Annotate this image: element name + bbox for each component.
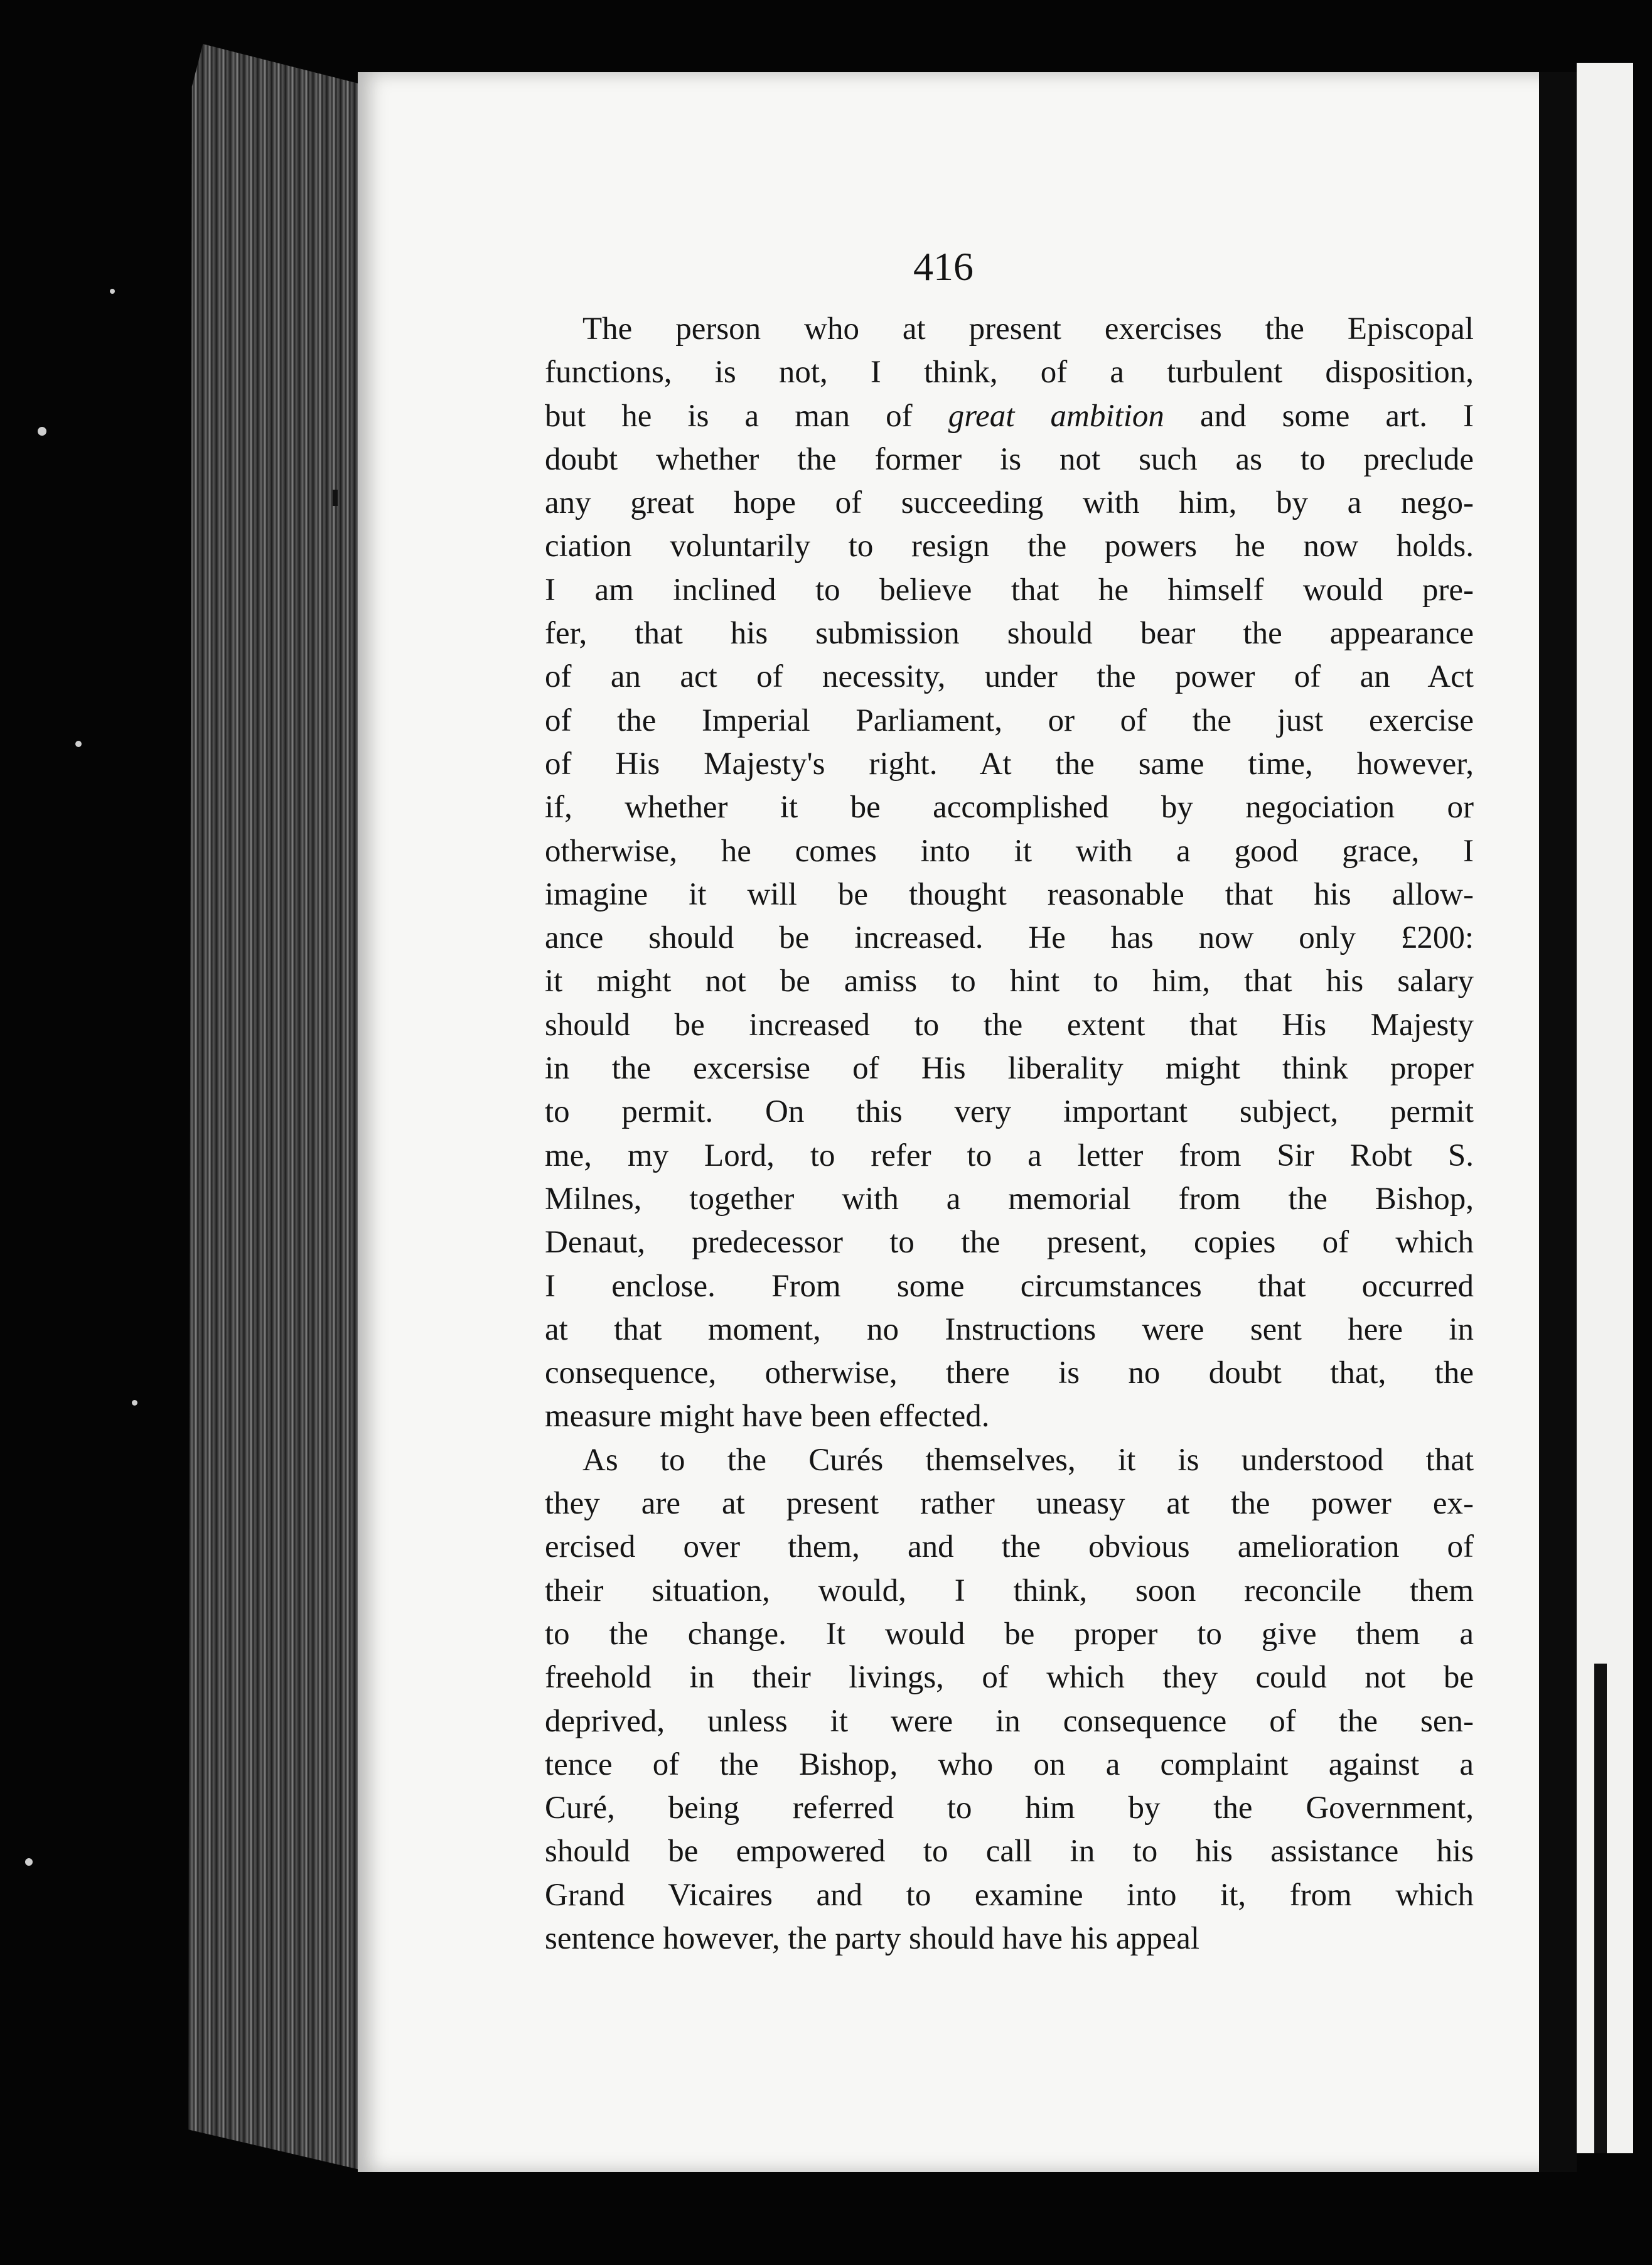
text-line: their situation, would, I think, soon reconcile them	[545, 1573, 1474, 1608]
text-line: should be increased to the extent that His Majesty	[545, 1007, 1474, 1043]
dust-speck	[38, 427, 46, 436]
text-line: they are at present rather uneasy at the power ex-	[545, 1486, 1474, 1522]
text-line: ciation voluntarily to resign the powers he now holds.	[545, 529, 1474, 564]
text-line: Denaut, predecessor to the present, copies of which	[545, 1225, 1474, 1261]
text-line: of the Imperial Parliament, or of the just exercise	[545, 702, 1474, 738]
gutter-shadow	[1539, 72, 1577, 2172]
page-number: 416	[913, 244, 973, 289]
italic-emphasis: great ambition	[948, 398, 1164, 434]
text-line: Curé, being referred to him by the Government,	[545, 1790, 1474, 1826]
text-line: fer, that his submission should bear the appearance	[545, 616, 1474, 652]
text-line: in the excersise of His liberality might think proper	[545, 1051, 1474, 1087]
text-line: if, whether it be accomplished by negociation or	[545, 790, 1474, 826]
text-line: I enclose. From some circumstances that occurred	[545, 1268, 1474, 1304]
text-line: should be empowered to call in to his assistance his	[545, 1834, 1474, 1870]
text-line: deprived, unless it were in consequence of the sen-	[545, 1703, 1474, 1739]
text-line: Milnes, together with a memorial from the Bishop,	[545, 1181, 1474, 1217]
book-page-edges	[188, 44, 370, 2172]
text-line: As to the Curés themselves, it is understood that	[582, 1442, 1474, 1478]
text-line: it might not be amiss to hint to him, that his salary	[545, 964, 1474, 999]
dust-speck	[110, 289, 115, 294]
text-line: to the change. It would be proper to give them a	[545, 1616, 1474, 1652]
text-line: The person who at present exercises the Episcopal	[582, 311, 1474, 347]
paragraph	[545, 308, 1474, 1439]
dust-speck	[132, 1400, 137, 1406]
facing-page-mark	[1594, 1664, 1607, 2153]
text-line: ercised over them, and the obvious amelioration of	[545, 1529, 1474, 1565]
dust-speck	[25, 1858, 33, 1866]
body-text	[545, 308, 1474, 1961]
text-line: sentence however, the party should have his appeal	[545, 1920, 1200, 1956]
text-line: I am inclined to believe that he himself would pre-	[545, 572, 1474, 608]
text-line: functions, is not, I think, of a turbulent disposition,	[545, 355, 1474, 390]
text-line: measure might have been effected.	[545, 1399, 990, 1434]
paragraph	[545, 1439, 1474, 1961]
text-line: tence of the Bishop, who on a complaint against a	[545, 1746, 1474, 1782]
text-line: imagine it will be thought reasonable that his allow-	[545, 876, 1474, 912]
text-line: doubt whether the former is not such as to preclude	[545, 441, 1474, 477]
text-line: but he is a man of great ambition and some art. I	[545, 398, 1474, 434]
text-line: of an act of necessity, under the power of an Act	[545, 659, 1474, 695]
text-line: any great hope of succeeding with him, by a nego-	[545, 485, 1474, 521]
text-line: freehold in their livings, of which they could not be	[545, 1660, 1474, 1696]
text-line: ance should be increased. He has now only £200:	[545, 920, 1474, 956]
text-line: Grand Vicaires and to examine into it, from which	[545, 1877, 1474, 1913]
text-line: to permit. On this very important subject, permit	[545, 1094, 1474, 1130]
margin-mark	[333, 490, 338, 506]
text-line: me, my Lord, to refer to a letter from Sir Robt S.	[545, 1138, 1474, 1173]
text-line: otherwise, he comes into it with a good grace, I	[545, 833, 1474, 869]
text-line: at that moment, no Instructions were sent here in	[545, 1311, 1474, 1347]
text-line: of His Majesty's right. At the same time, however,	[545, 746, 1474, 782]
dust-speck	[75, 741, 82, 747]
text-line: consequence, otherwise, there is no doubt that, the	[545, 1355, 1474, 1391]
